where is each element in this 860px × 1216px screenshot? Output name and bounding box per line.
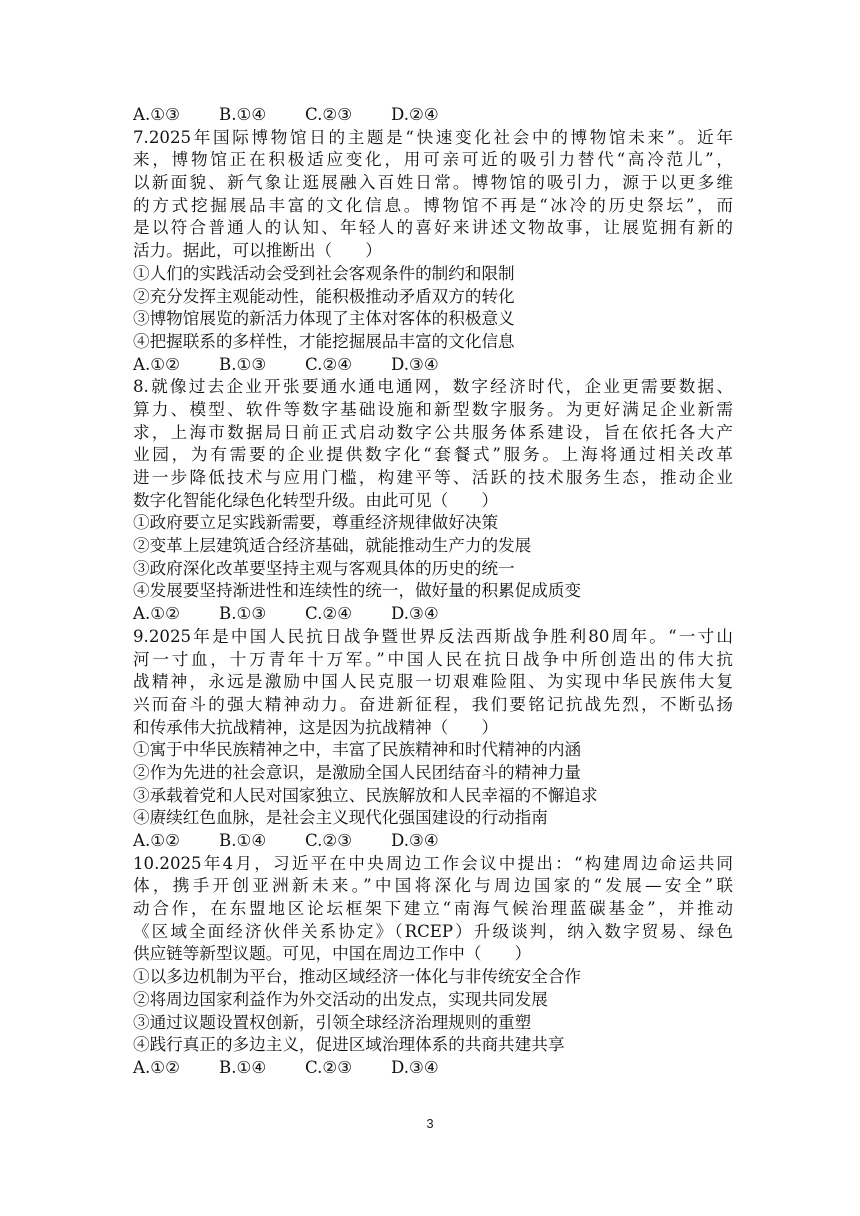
- statement-4: ④践行真正的多边主义，促进区域治理体系的共商共建共享: [133, 1035, 565, 1055]
- page-number: 3: [426, 1116, 434, 1131]
- answer-options: [133, 1057, 733, 1080]
- question-10: [133, 853, 733, 1080]
- answer-options: [133, 354, 733, 377]
- statement-3: ③承载着党和人民对国家独立、民族解放和人民幸福的不懈追求: [133, 785, 598, 805]
- question-stem-line: 以新面貌、新气象让逛展融入百姓日常。博物馆的吸引力，源于以更多维: [133, 173, 733, 193]
- option-c: C.②③: [305, 1057, 353, 1077]
- statement-2: ②将周边国家利益作为外交活动的出发点，实现共同发展: [133, 989, 548, 1009]
- option-b: B.①④: [219, 831, 267, 850]
- statement-4: ④发展要坚持渐进性和连续性的统一，做好量的积累促成质变: [133, 581, 582, 601]
- option-b: B.①③: [219, 354, 267, 374]
- statement-2: ②作为先进的社会意识，是激励全国人民团结奋斗的精神力量: [133, 762, 582, 782]
- question-stem-line: 动合作，在东盟地区论坛框架下建立“南海气候治理蓝碳基金”，并推动: [133, 899, 733, 919]
- option-d: D.③④: [391, 604, 439, 624]
- statement-1: ①人们的实践活动会受到社会客观条件的制约和限制: [133, 263, 515, 283]
- option-c: C.②④: [305, 354, 353, 374]
- option-a: A.①②: [133, 1057, 181, 1077]
- question-stem-line: 和传承伟大抗战精神，这是因为抗战精神（ ）: [133, 717, 499, 737]
- document-page: [133, 104, 733, 1080]
- statement-1: ①以多边机制为平台，推动区域经济一体化与非传统安全合作: [133, 967, 582, 987]
- question-stem-line: 7.2025年国际博物馆日的主题是“快速变化社会中的博物馆未来”。近年: [133, 127, 733, 147]
- question-9: [133, 626, 733, 853]
- statement-3: ③博物馆展览的新活力体现了主体对客体的积极意义: [133, 309, 515, 329]
- statement-1: ①寓于中华民族精神之中，丰富了民族精神和时代精神的内涵: [133, 740, 582, 760]
- option-b: B.①④: [219, 1057, 267, 1077]
- statement-2: ②变革上层建筑适合经济基础，就能推动生产力的发展: [133, 536, 532, 556]
- option-b: B.①④: [219, 105, 267, 124]
- question-stem-line: 是以符合普通人的认知、年轻人的喜好来讲述文物故事，让展览拥有新的: [133, 218, 733, 238]
- option-a: A.①②: [133, 354, 181, 374]
- question-stem-line: 10.2025年4月，习近平在中央周边工作会议中提出：“构建周边命运共同: [133, 853, 733, 873]
- option-b: B.①③: [219, 604, 267, 624]
- question-stem-line: 8.就像过去企业开张要通水通电通网，数字经济时代，企业更需要数据、: [133, 377, 733, 397]
- question-stem-line: 算力、模型、软件等数字基础设施和新型数字服务。为更好满足企业新需: [133, 399, 733, 419]
- question-stem-line: 河一寸血，十万青年十万军。”中国人民在抗日战争中所创造出的伟大抗: [133, 649, 733, 669]
- question-stem-line: 活力。据此，可以推断出（ ）: [133, 241, 382, 261]
- option-d: D.②④: [391, 105, 439, 124]
- option-a: A.①②: [133, 831, 181, 850]
- statement-1: ①政府要立足实践新需要，尊重经济规律做好决策: [133, 513, 499, 533]
- answer-options: [133, 830, 733, 853]
- statement-4: ④赓续红色血脉，是社会主义现代化强国建设的行动指南: [133, 808, 548, 828]
- option-a: A.①②: [133, 604, 181, 624]
- option-d: D.③④: [391, 354, 439, 374]
- question-stem-line: 《区域全面经济伙伴关系协定》（RCEP）升级谈判，纳入数字贸易、绿色: [133, 921, 733, 941]
- option-d: D.③④: [391, 831, 439, 850]
- option-c: C.②③: [305, 831, 353, 850]
- option-d: D.③④: [391, 1057, 439, 1077]
- top-answer-options: [133, 104, 733, 127]
- answer-options: [133, 603, 733, 626]
- option-a: A.①③: [133, 105, 181, 124]
- statement-2: ②充分发挥主观能动性，能积极推动矛盾双方的转化: [133, 286, 515, 306]
- option-c: C.②④: [305, 604, 353, 624]
- question-stem-line: 体，携手开创亚洲新未来。”中国将深化与周边国家的“发展—安全”联: [133, 876, 733, 896]
- question-stem-line: 求，上海市数据局日前正式启动数字公共服务体系建设，旨在依托各大产: [133, 422, 733, 442]
- question-7: [133, 127, 733, 377]
- question-stem-line: 业园，为有需要的企业提供数字化“套餐式”服务。上海将通过相关改革: [133, 445, 733, 465]
- question-8: [133, 376, 733, 626]
- question-stem-line: 9.2025年是中国人民抗日战争暨世界反法西斯战争胜利80周年。“一寸山: [133, 626, 733, 646]
- question-stem-line: 战精神，永远是激励中国人民克服一切艰难险阻、为实现中华民族伟大复: [133, 672, 733, 692]
- question-stem-line: 的方式挖掘展品丰富的文化信息。博物馆不再是“冰冷的历史祭坛”，而: [133, 195, 733, 215]
- question-stem-line: 进一步降低技术与应用门槛，构建平等、活跃的技术服务生态，推动企业: [133, 468, 733, 487]
- statement-4: ④把握联系的多样性，才能挖掘展品丰富的文化信息: [133, 331, 515, 351]
- question-stem-line: 兴而奋斗的强大精神动力。奋进新征程，我们要铭记抗战先烈，不断弘扬: [133, 694, 733, 714]
- question-stem-line: 供应链等新型议题。可见，中国在周边工作中（ ）: [133, 944, 532, 964]
- statement-3: ③通过议题设置权创新，引领全球经济治理规则的重塑: [133, 1012, 532, 1032]
- question-stem-line: 来，博物馆正在积极适应变化，用可亲可近的吸引力替代“高冷范儿”，: [133, 150, 733, 170]
- option-c: C.②③: [305, 105, 353, 124]
- statement-3: ③政府深化改革要坚持主观与客观具体的历史的统一: [133, 558, 515, 578]
- question-stem-line: 数字化智能化绿色化转型升级。由此可见（ ）: [133, 490, 499, 510]
